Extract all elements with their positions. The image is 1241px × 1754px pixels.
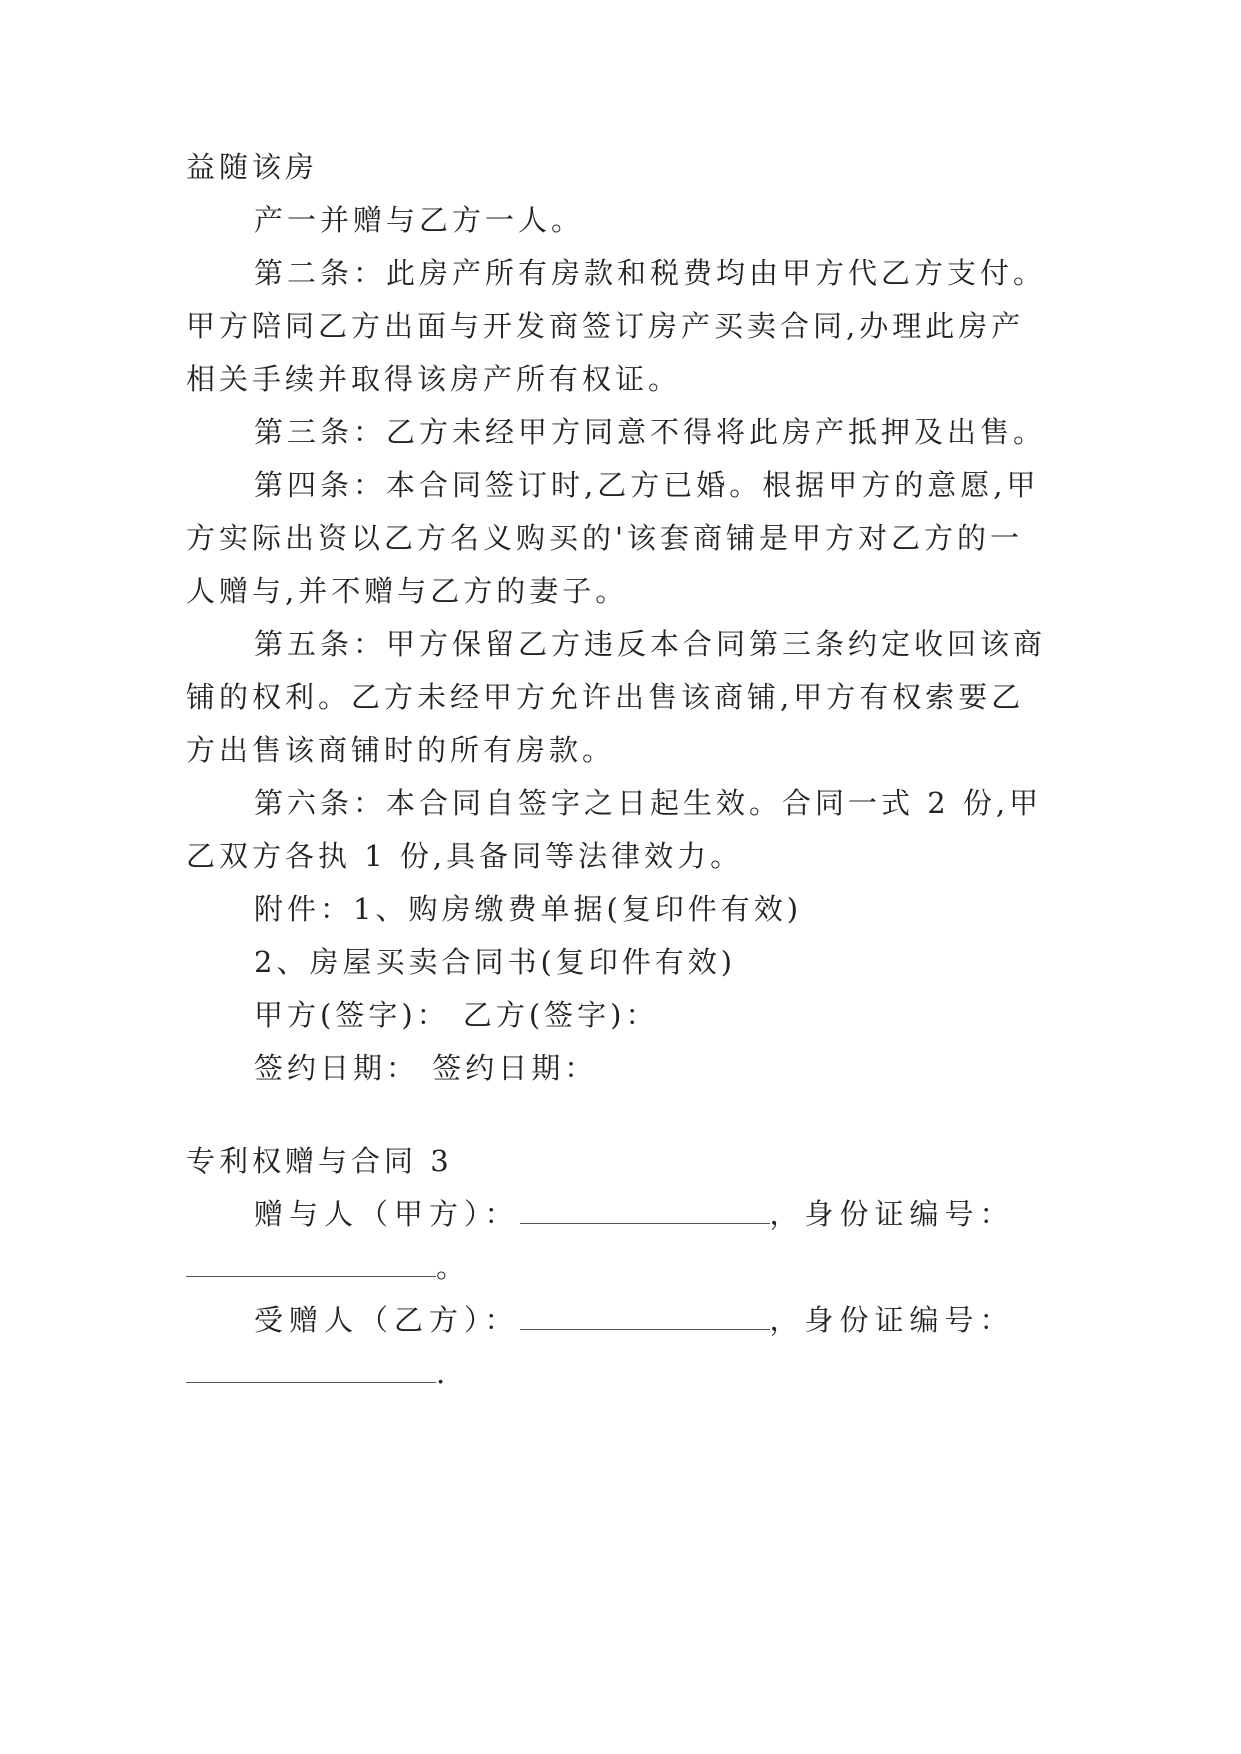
donee-id-blank[interactable]	[186, 1354, 436, 1383]
article-6: 第六条：本合同自签字之日起生效。合同一式 2 份,甲	[254, 786, 1043, 820]
donee-line	[254, 1300, 1015, 1340]
donor-id-end: 。	[436, 1250, 470, 1284]
donee-id-label: ，身份证编号：	[769, 1303, 1015, 1337]
text-line: 益随该房	[186, 150, 319, 184]
text-line: 方出售该商铺时的所有房款。	[186, 733, 616, 767]
signing-date-line: 签约日期： 签约日期：	[254, 1051, 598, 1085]
attachment-1: 附件：1、购房缴费单据(复印件有效)	[254, 892, 803, 926]
article-2: 第二条：此房产所有房款和税费均由甲方代乙方支付。	[254, 256, 1047, 290]
donee-label: 受赠人（乙方）：	[254, 1303, 520, 1337]
article-5: 第五条：甲方保留乙方违反本合同第三条约定收回该商	[254, 627, 1047, 661]
donor-label: 赠与人（甲方）：	[254, 1197, 520, 1231]
text-line: 乙双方各执 1 份,具备同等法律效力。	[186, 839, 744, 873]
donee-id-end: .	[436, 1356, 450, 1390]
text-line: 人赠与,并不赠与乙方的妻子。	[186, 574, 629, 608]
text-line: 相关手续并取得该房产所有权证。	[186, 362, 682, 396]
text-line: 产一并赠与乙方一人。	[254, 203, 585, 237]
text-line: 甲方陪同乙方出面与开发商签订房产买卖合同,办理此房产	[186, 309, 1025, 343]
text-line: 方实际出资以乙方名义购买的'该套商铺是甲方对乙方的一	[186, 521, 1023, 555]
text-line: 铺的权利。乙方未经甲方允许出售该商铺,甲方有权索要乙	[186, 680, 1025, 714]
article-3: 第三条：乙方未经甲方同意不得将此房产抵押及出售。	[254, 415, 1047, 449]
donor-id-blank[interactable]	[186, 1248, 436, 1277]
attachment-2: 2、房屋买卖合同书(复印件有效)	[254, 945, 737, 979]
donor-id-label: ，身份证编号：	[769, 1197, 1015, 1231]
donor-name-blank[interactable]	[520, 1195, 770, 1224]
signature-line: 甲方(签字)： 乙方(签字)：	[254, 998, 659, 1032]
section-title: 专利权赠与合同 3	[186, 1144, 453, 1178]
donee-id-line	[186, 1353, 449, 1393]
donor-line	[254, 1194, 1015, 1234]
article-4: 第四条：本合同签订时,乙方已婚。根据甲方的意愿,甲	[254, 468, 1040, 502]
donor-id-line	[186, 1247, 469, 1287]
donee-name-blank[interactable]	[520, 1301, 770, 1330]
